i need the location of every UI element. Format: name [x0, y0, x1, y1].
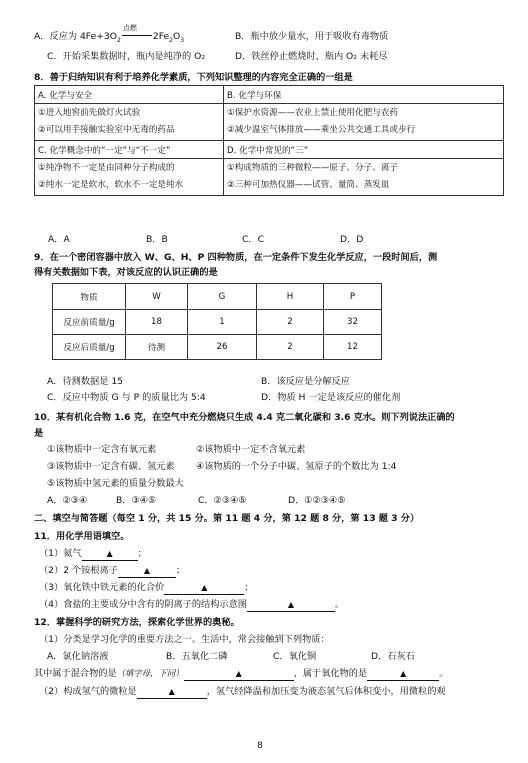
q7-option-d: D．铁丝停止燃烧时，瓶内 O₂ 未耗尽 — [235, 51, 388, 62]
q8-cell-d-body: ①构成物质的三种微粒——原子、分子、离子 ②三种可加热仪器——试管、量筒、蒸发皿 — [224, 159, 504, 196]
q9-option-b: B．该反应是分解反应 — [261, 376, 350, 387]
q8-option-d: D．D — [340, 234, 364, 245]
q11-item-4: （4）食盐的主要成分中含有的阴离子的结构示意图 ▲ 。 — [39, 599, 345, 610]
answer-blank[interactable]: ▲ — [367, 667, 439, 681]
q8-option-a: A．A — [48, 234, 70, 245]
page-number: 8 — [257, 741, 263, 751]
q10-statement-1: ①该物质中一定含有氧元素 — [47, 444, 157, 455]
q9-option-a: A．待测数据是 15 — [47, 376, 124, 387]
q12-option-d: D．石灰石 — [371, 651, 415, 662]
q8-cell-c-body: ①纯净物不一定是由同种分子构成的 ②纯水一定是软水，软水不一定是纯水 — [35, 159, 224, 196]
q10-stem-line2: 是 — [34, 428, 44, 439]
q12-part-2: （2）构成氢气的微粒是 ▲ ，氢气经降温和加压变为液态氢气后体积变小，用微粒的观 — [39, 686, 446, 697]
q10-statement-3: ③该物质中一定含有碳、氢元素 — [47, 461, 175, 472]
q12-option-c: C．氧化铜 — [273, 651, 317, 662]
answer-blank[interactable]: ▲ — [82, 547, 138, 561]
q10-statement-5: ⑤该物质中氢元素的质量分数最大 — [47, 478, 184, 489]
q8-table — [34, 85, 504, 196]
q9-header-substance: 物质 — [53, 284, 126, 310]
answer-blank[interactable]: ▲ — [184, 667, 294, 681]
q12-stem: 12．掌握科学的研究方法，探索化学世界的奥秘。 — [34, 617, 240, 628]
q11-item-3: （3）氧化铁中铁元素的化合价 ▲ ； — [39, 582, 254, 593]
q8-cell-b-title: B. 化学与环保 — [224, 86, 504, 104]
q10-option-d: D．①②③④⑤ — [288, 495, 346, 506]
q8-cell-a-body: ①进入地窖前先做灯火试验 ②可以用手接触实验室中无毒的药品 — [35, 104, 224, 141]
q9-header-p: P — [324, 284, 382, 310]
q9-table — [52, 283, 382, 360]
q9-row-after-p: 12 — [324, 335, 382, 360]
q7-option-c: C．开始采集数据时，瓶内是纯净的 O₂ — [47, 51, 206, 62]
q9-row-after-w: 待测 — [126, 335, 188, 360]
q8-cell-c-title: C. 化学概念中的“一定”与“不一定” — [35, 141, 224, 159]
q7-option-a: A．反应为 $4Fe+3O_2$ 点燃 $2Fe_2O_3$ — [34, 24, 185, 44]
q8-stem: 8．善于归纳知识有利于培养化学素质，下列知识整理的内容完全正确的一组是 — [34, 72, 353, 83]
q8-option-b: B．B — [146, 234, 168, 245]
q8-cell-b-body: ①保护水资源——农业上禁止使用化肥与农药 ②减少温室气体排放——乘坐公共交通工具或步行 — [224, 104, 504, 141]
q9-row-after-label: 反应后质量/g — [53, 335, 126, 360]
q9-row-before-w: 18 — [126, 310, 188, 335]
q9-row-after-h: 2 — [257, 335, 324, 360]
q9-row-before-label: 反应前质量/g — [53, 310, 126, 335]
q9-option-d: D．物质 H 一定是该反应的催化剂 — [261, 392, 401, 403]
q10-option-c: C．②③④⑤ — [198, 495, 247, 506]
q7-option-b: B．瓶中放少量水，用于吸收有毒物质 — [235, 31, 389, 42]
section-heading-fill-in: 二、填空与简答题（每空 1 分，共 15 分。第 11 题 4 分，第 12 题 8 分，第 13 题 3 分） — [34, 513, 420, 524]
answer-blank[interactable]: ▲ — [118, 564, 176, 578]
q10-option-a: A．②③④ — [47, 495, 88, 506]
q10-statement-2: ②该物质中一定不含氧元素 — [196, 444, 306, 455]
q9-header-w: W — [126, 284, 188, 310]
q12-mixture-line: 其中属于混合物的是（填字母，下同） ▲ ，属于氧化物的是 ▲ 。 — [34, 668, 449, 679]
answer-blank[interactable]: ▲ — [137, 685, 207, 699]
q9-header-h: H — [257, 284, 324, 310]
q9-header-g: G — [188, 284, 257, 310]
q12-part-1: （1）分类是学习化学的重要方法之一。生活中，常会接触到下列物质： — [39, 634, 330, 645]
q9-option-c: C．反应中物质 G 与 P 的质量比为 5:4 — [47, 392, 206, 403]
q9-stem-line1: 9．在一个密闭容器中放入 W、G、H、P 四种物质，在一定条件下发生化学反应，一段时间后，测 — [34, 252, 438, 263]
reaction-condition: 点燃 — [122, 24, 137, 32]
q9-row-before-h: 2 — [257, 310, 324, 335]
q10-option-b: B．③④⑤ — [116, 495, 157, 506]
answer-blank[interactable]: ▲ — [164, 581, 244, 595]
q8-cell-d-title: D. 化学中常见的“三” — [224, 141, 504, 159]
q8-option-c: C．C — [242, 234, 265, 245]
q9-stem-line2: 得有关数据如下表，对该反应的认识正确的是 — [34, 267, 218, 278]
q11-stem: 11．用化学用语填空。 — [34, 531, 130, 542]
q12-option-a: A．氯化钠溶液 — [47, 651, 109, 662]
q9-row-after-g: 26 — [188, 335, 257, 360]
q8-cell-a-title: A. 化学与安全 — [35, 86, 224, 104]
q9-row-before-g: 1 — [188, 310, 257, 335]
q11-item-1: （1）氦气 ▲ ； — [39, 548, 147, 559]
answer-blank[interactable]: ▲ — [247, 598, 335, 612]
q10-statement-4: ④该物质的一个分子中碳、氢原子的个数比为 1:4 — [196, 461, 397, 472]
q10-stem-line1: 10．某有机化合物 1.6 克，在空气中充分燃烧只生成 4.4 克二氧化碳和 3.6 克水。则下列说法正确的 — [34, 412, 455, 423]
q11-item-2: （2）2 个铵根离子 ▲ ； — [39, 565, 186, 576]
q9-row-before-p: 32 — [324, 310, 382, 335]
q12-option-b: B．五氧化二磷 — [166, 651, 228, 662]
